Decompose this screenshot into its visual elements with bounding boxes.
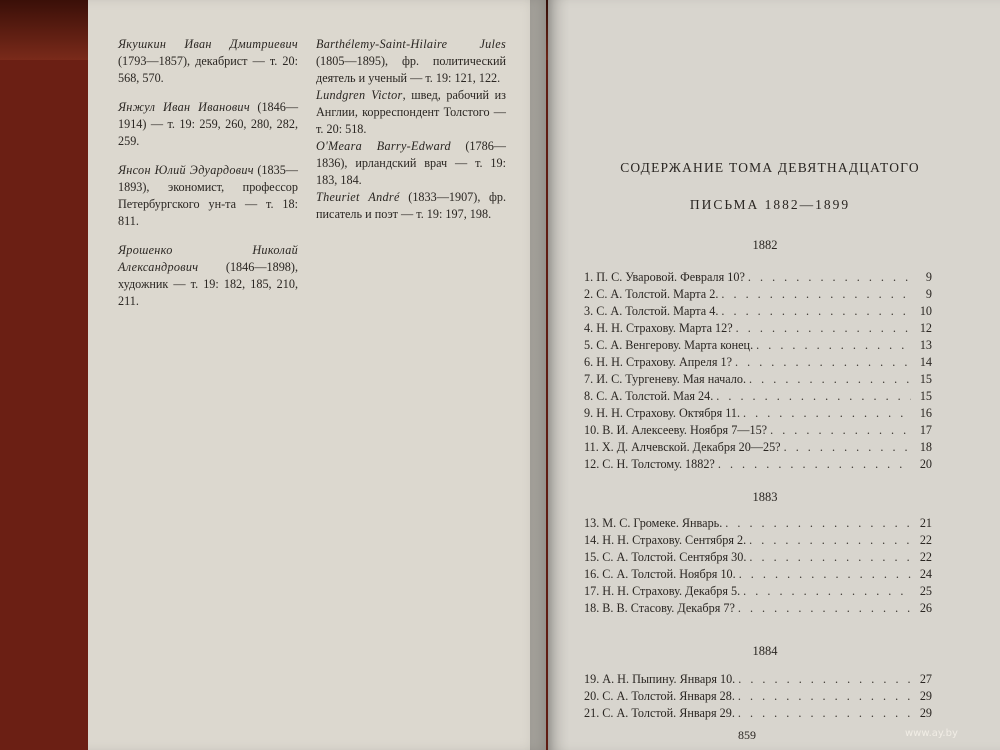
toc-row-page: 12 — [919, 321, 932, 335]
toc-row — [584, 304, 932, 321]
toc-leader — [738, 672, 911, 687]
toc-row — [584, 533, 932, 550]
toc-row-title: 21. С. А. Толстой. Января 29. — [584, 706, 735, 720]
toc-row-page: 17 — [919, 423, 932, 437]
entry-name: Lundgren Victor — [316, 88, 403, 102]
toc-row — [584, 689, 932, 706]
entry-name: Barthélemy-Saint-Hilaire Jules — [316, 37, 506, 51]
toc-row-title: 20. С. А. Толстой. Января 28. — [584, 689, 735, 703]
toc-row-title: 3. С. А. Толстой. Марта 4. — [584, 304, 719, 318]
toc-row-title: 11. Х. Д. Алчевской. Декабря 20—25? — [584, 440, 781, 454]
toc-leader — [743, 584, 911, 599]
toc-row-page: 16 — [919, 406, 932, 420]
toc-leader — [743, 406, 911, 421]
toc-row-page: 22 — [919, 550, 932, 564]
entry-text: (1846—1898), художник — т. 19: 182, 185, 210, 211. — [118, 260, 298, 308]
toc-row-page: 15 — [919, 372, 932, 386]
toc-row — [584, 584, 932, 601]
toc-leader — [784, 440, 911, 455]
index-entry — [316, 36, 506, 87]
toc-row-page: 29 — [919, 689, 932, 703]
entry-text: , швед, рабочий из Англии, корреспондент Толстого — т. 20: 518. — [316, 88, 506, 136]
toc-row-title: 19. А. Н. Пыпину. Января 10. — [584, 672, 736, 686]
toc-row-title: 4. Н. Н. Страхову. Марта 12? — [584, 321, 733, 335]
toc-row-title: 12. С. Н. Толстому. 1882? — [584, 457, 715, 471]
entry-name: Янсон Юлий Эдуардович — [118, 163, 254, 177]
index-column-a — [118, 36, 298, 322]
toc-list-1884 — [584, 672, 932, 723]
entry-text: (1833—1907), фр. писатель и поэт — т. 19: 197, 198. — [316, 190, 506, 221]
index-entry — [118, 242, 298, 310]
toc-leader — [756, 338, 911, 353]
toc-row-title: 7. И. С. Тургеневу. Мая начало. — [584, 372, 747, 386]
index-entry — [118, 99, 298, 150]
watermark: www.ay.by — [905, 728, 958, 739]
entry-text: (1793—1857), декабрист — т. 20: 568, 570. — [118, 54, 298, 85]
book-gutter — [530, 0, 570, 750]
toc-row-page: 24 — [919, 567, 932, 581]
toc-row-page: 13 — [919, 338, 932, 352]
toc-row-title: 2. С. А. Толстой. Марта 2. — [584, 287, 719, 301]
toc-list-1882 — [584, 270, 932, 474]
toc-leader — [738, 706, 911, 721]
toc-leader — [749, 550, 911, 565]
toc-row-page: 9 — [925, 287, 932, 301]
entry-name: Янжул Иван Иванович — [118, 100, 250, 114]
toc-row — [584, 567, 932, 584]
toc-row — [584, 287, 932, 304]
toc-leader — [748, 270, 911, 285]
toc-row-page: 15 — [919, 389, 932, 403]
toc-leader — [735, 355, 911, 370]
toc-row-title: 14. Н. Н. Страхову. Сентября 2. — [584, 533, 747, 547]
index-entry — [316, 189, 506, 223]
toc-row-title: 9. Н. Н. Страхову. Октября 11. — [584, 406, 741, 420]
toc-row-page: 25 — [919, 584, 932, 598]
toc-row — [584, 270, 932, 287]
toc-row — [584, 338, 932, 355]
toc-leader — [736, 321, 911, 336]
toc-row-title: 6. Н. Н. Страхову. Апреля 1? — [584, 355, 733, 369]
entry-name: Якушкин Иван Дмитриевич — [118, 37, 298, 51]
toc-row-page: 22 — [919, 533, 932, 547]
entry-text: (1846—1914) — т. 19: 259, 260, 280, 282, 259. — [118, 100, 299, 148]
index-entry — [118, 36, 298, 87]
toc-row-title: 16. С. А. Толстой. Ноября 10. — [584, 567, 736, 581]
toc-leader — [725, 516, 911, 531]
toc-row — [584, 706, 932, 723]
toc-title: СОДЕРЖАНИЕ ТОМА ДЕВЯТНАДЦАТОГО — [620, 160, 920, 175]
toc-row-page: 18 — [919, 440, 932, 454]
toc-leader — [718, 457, 911, 472]
toc-leader — [738, 689, 911, 704]
entry-text: (1805—1895), фр. политический деятель и ученый — т. 19: 121, 122. — [316, 54, 506, 85]
toc-row-title: 10. В. И. Алексееву. Ноября 7—15? — [584, 423, 768, 437]
toc-row-page: 29 — [919, 706, 932, 720]
toc-leader — [749, 372, 911, 387]
year-heading: 1884 — [752, 644, 778, 658]
toc-row — [584, 440, 932, 457]
toc-leader — [721, 304, 911, 319]
index-entry — [118, 162, 298, 230]
toc-row — [584, 423, 932, 440]
toc-row-title: 8. С. А. Толстой. Мая 24. — [584, 389, 714, 403]
toc-row-title: 1. П. С. Уваровой. Февраля 10? — [584, 270, 745, 284]
toc-row-page: 9 — [925, 270, 932, 284]
toc-row-page: 26 — [919, 601, 932, 615]
index-entry — [316, 87, 506, 138]
entry-text: (1835—1893), экономист, профессор Петербургского ун-та — т. 18: 811. — [118, 163, 298, 228]
toc-row-page: 10 — [919, 304, 932, 318]
toc-row — [584, 550, 932, 567]
toc-leader — [721, 287, 911, 302]
page-number: 859 — [738, 728, 756, 742]
toc-row — [584, 457, 932, 474]
toc-row-page: 21 — [919, 516, 932, 530]
toc-row — [584, 321, 932, 338]
toc-row-page: 14 — [919, 355, 932, 369]
toc-row — [584, 672, 932, 689]
index-entry — [316, 138, 506, 189]
toc-leader — [770, 423, 911, 438]
toc-leader — [739, 567, 911, 582]
entry-name: O'Meara Barry-Edward — [316, 139, 451, 153]
toc-row — [584, 406, 932, 423]
year-heading: 1882 — [752, 238, 778, 252]
index-column-b — [316, 36, 506, 223]
toc-row — [584, 601, 932, 618]
year-heading: 1883 — [752, 490, 778, 504]
toc-list-1883 — [584, 516, 932, 618]
toc-row-title: 18. В. В. Стасову. Декабря 7? — [584, 601, 735, 615]
entry-name: Theuriet André — [316, 190, 400, 204]
entry-name: Ярошенко Николай Александрович — [118, 243, 298, 274]
entry-text: (1786—1836), ирландский врач — т. 19: 183, 184. — [316, 139, 506, 187]
toc-row-page: 27 — [919, 672, 932, 686]
toc-subtitle: ПИСЬМА 1882—1899 — [689, 197, 851, 212]
toc-row-title: 13. М. С. Громеке. Январь. — [584, 516, 723, 530]
toc-row-title: 17. Н. Н. Страхову. Декабря 5. — [584, 584, 741, 598]
toc-row-page: 20 — [919, 457, 932, 471]
toc-leader — [749, 533, 911, 548]
toc-row — [584, 372, 932, 389]
toc-row-title: 5. С. А. Венгерову. Марта конец. — [584, 338, 754, 352]
toc-leader — [738, 601, 911, 616]
toc-row — [584, 389, 932, 406]
toc-row-title: 15. С. А. Толстой. Сентября 30. — [584, 550, 747, 564]
toc-row — [584, 516, 932, 533]
toc-leader — [716, 389, 911, 404]
toc-row — [584, 355, 932, 372]
